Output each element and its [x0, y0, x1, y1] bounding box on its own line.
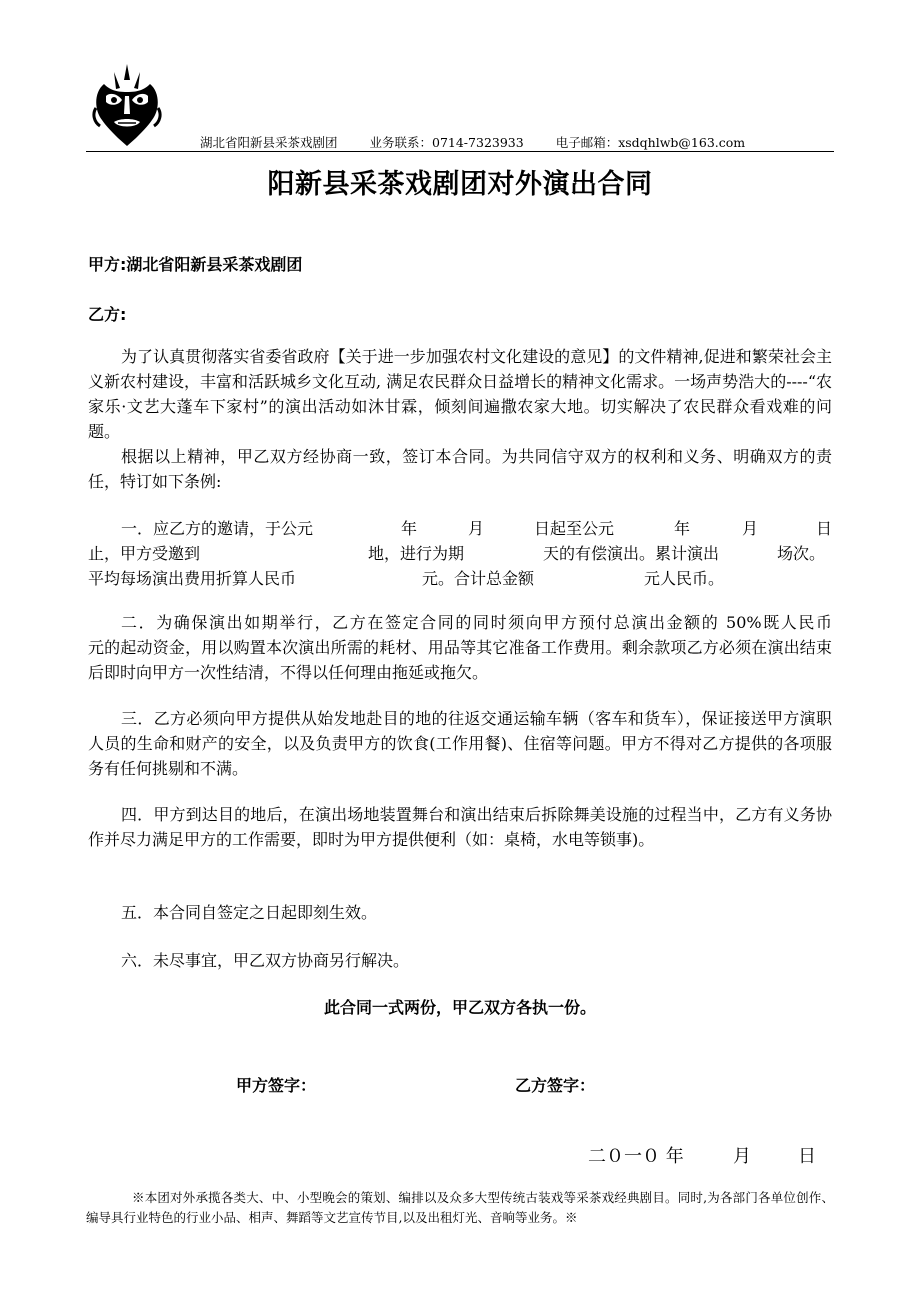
- clause-1-month-end: 月: [742, 519, 759, 538]
- page-title: 阳新县采茶戏剧团对外演出合同: [267, 169, 653, 200]
- clause-4: 四．甲方到达目的地后，在演出场地装置舞台和演出结束后拆除舞美设施的过程当中，乙方有义务协作并尽力满足甲方的工作需要，即时为甲方提供便利（如：桌椅，水电等锁事)。: [88, 805, 832, 849]
- clause-1-fee: 平均每场演出费用折算人民币: [88, 569, 297, 588]
- header-divider: [86, 151, 834, 152]
- clause-5: 五．本合同自签定之日起即刻生效。: [121, 903, 378, 922]
- clause-1-year: 年: [401, 519, 418, 538]
- business-phone: 业务联系：0714-7323933: [369, 135, 524, 150]
- party-a-signature-label: 甲方签字：: [236, 1076, 317, 1095]
- header-info: [200, 133, 773, 151]
- clause-1-year-end: 年: [674, 519, 691, 538]
- footer-note: ※本团对外承揽各类大、中、小型晚会的策划、编排以及众多大型传统古装戏等采茶戏经典剧目。同时,为各部门各单位创作、编导具行业特色的行业小品、相声、舞蹈等文艺宣传节目,以及出租灯光、音响等业务。※: [86, 1190, 834, 1225]
- date-year: 二０一０ 年: [588, 1146, 684, 1167]
- clause-1-month: 月: [468, 519, 485, 538]
- copies-note: 此合同一式两份，甲乙双方各执一份。: [323, 998, 596, 1017]
- clause-2: 二．为确保演出如期举行，乙方在签定合同的同时须向甲方预付总演出金额的 50%既人民币 元的起动资金，用以购置本次演出所需的耗材、用品等其它准备工作费用。剩余款项乙方必须在演出结束后即时向甲方一次性结清，不得以任何理由拖延或拖欠。: [88, 613, 897, 682]
- clause-1-performances: 天的有偿演出。累计演出: [543, 544, 720, 563]
- clause-1: [88, 516, 832, 591]
- clause-1-total: 元。合计总金额: [422, 569, 535, 588]
- clause-3: 三．乙方必须向甲方提供从始发地赴目的地的往返交通运输车辆（客车和货车），保证接送甲方演职人员的生命和财产的安全，以及负责甲方的饮食(工作用餐)、住宿等问题。甲方不得对乙方提供的各项服务有任何挑剔和不满。: [88, 709, 832, 778]
- clause-1-duration: 地，进行为期: [368, 544, 465, 563]
- clause-1-day-start: 日起至公元: [534, 519, 615, 538]
- clause-1-count: 场次。: [777, 544, 826, 563]
- party-b: 乙方:: [88, 305, 127, 324]
- intro-paragraph-2: 根据以上精神，甲乙双方经协商一致，签订本合同。为共同信守双方的权利和义务、明确双方的责任，特订如下条例:: [88, 447, 832, 491]
- opera-mask-logo-icon: [92, 62, 162, 150]
- clause-1-day-end: 日: [816, 519, 833, 538]
- party-a: 甲方:湖北省阳新县采茶戏剧团: [88, 255, 303, 274]
- email-address: 电子邮箱：xsdqhlwb@163.com: [555, 135, 746, 150]
- clause-1-text: 一．应乙方的邀请，于公元: [121, 519, 314, 538]
- party-b-signature-label: 乙方签字：: [515, 1076, 596, 1095]
- date-day: 日: [798, 1146, 816, 1167]
- clause-1-location: 止，甲方受邀到: [88, 544, 201, 563]
- org-name: 湖北省阳新县采茶戏剧团: [200, 135, 338, 150]
- date-month: 月: [733, 1146, 751, 1167]
- clause-1-total-unit: 元人民币。: [644, 569, 725, 588]
- intro-paragraph: 为了认真贯彻落实省委省政府【关于进一步加强农村文化建设的意见】的文件精神,促进和繁荣社会主义新农村建设，丰富和活跃城乡文化互动, 满足农民群众日益增长的精神文化需求。一场声势浩大的----“农家乐·文艺大蓬车下家村”的演出活动如沐甘霖，倾刻间遍撒农家大地。切实解决了农民群众看戏难的问题。: [88, 347, 832, 441]
- clause-6: 六．未尽事宜，甲乙双方协商另行解决。: [121, 951, 410, 970]
